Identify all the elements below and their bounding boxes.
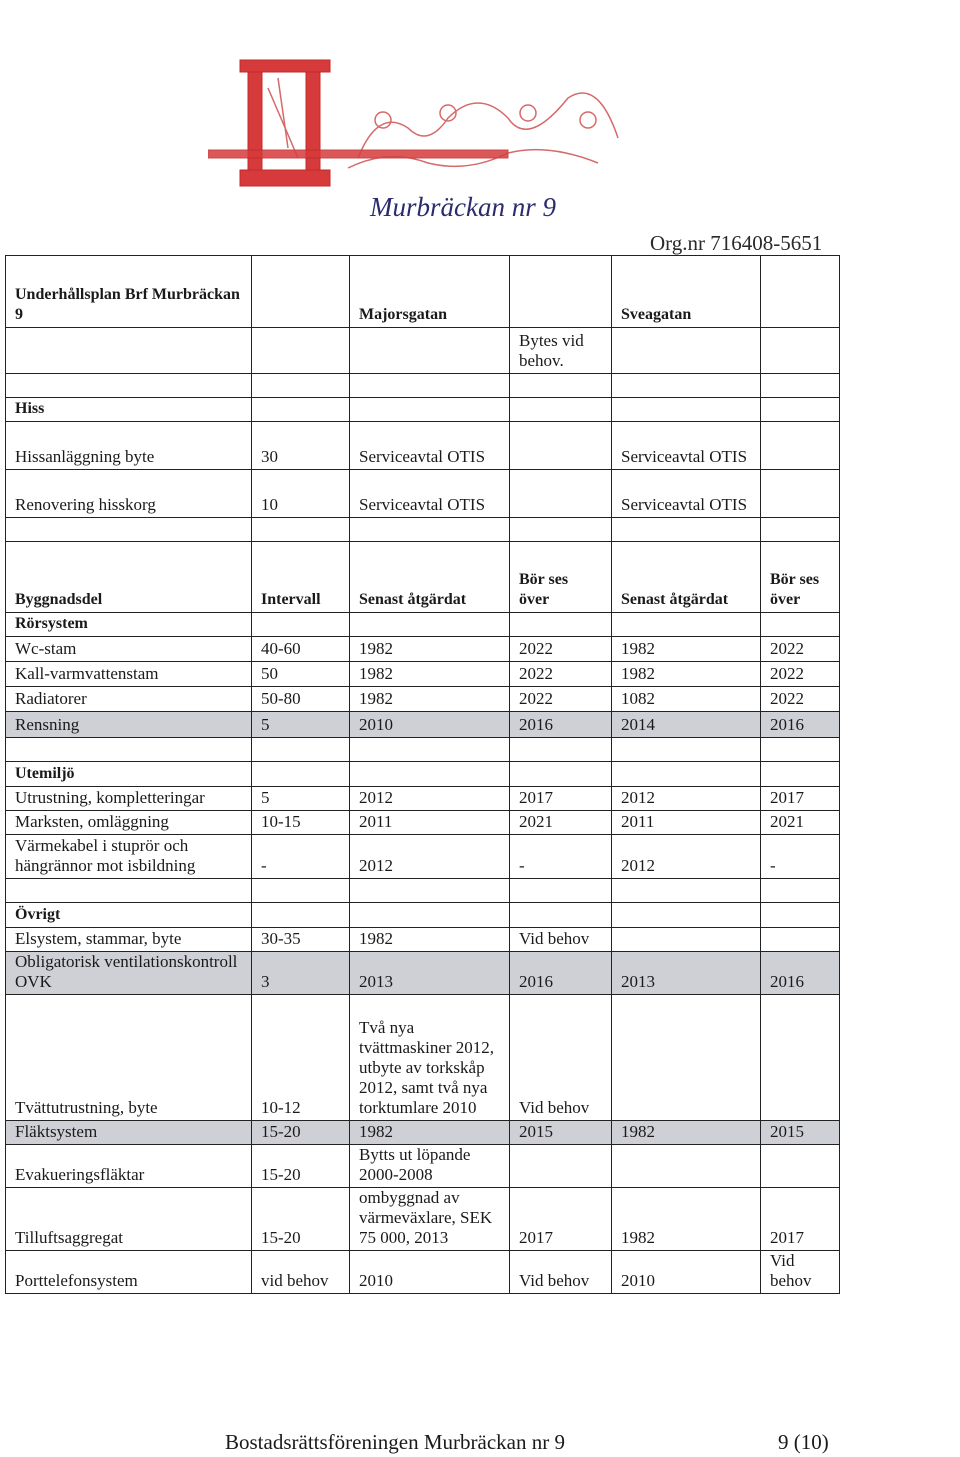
col-senast-svea: Senast åtgärdat [612,542,761,613]
section-hiss: Hiss [6,398,252,422]
table-row: Utrustning, kompletteringar 5 2012 2017 2012 2017 [6,787,840,811]
logo-base [240,170,330,186]
header-majorsgatan: Majorsgatan [350,256,510,328]
section-row [6,613,840,637]
col-bor-ses-svea: Bör ses över [761,542,840,613]
table-row: Wc-stam 40-60 1982 2022 1982 2022 [6,637,840,662]
note-cell: Bytes vid behov. [510,328,612,374]
maintenance-plan-table [5,255,840,1294]
table-row-highlighted: Fläktsystem 15-20 1982 2015 1982 2015 [6,1121,840,1145]
logo-name: Murbräckan nr 9 [370,192,556,222]
section-ovrigt: Övrigt [6,903,252,928]
table-row: Marksten, omläggning 10-15 2011 2021 2011 2021 [6,811,840,835]
section-row [6,398,840,422]
table-row: Tilluftsaggregat 15-20 ombyggnad av värmeväxlare, SEK 75 000, 2013 2017 1982 2017 [6,1188,840,1251]
table-row: Kall-varmvattenstam 50 1982 2022 1982 2022 [6,662,840,687]
col-byggnadsdel: Byggnadsdel [6,542,252,613]
section-utemiljo: Utemiljö [6,762,252,787]
col-bor-ses-majors: Bör ses över [510,542,612,613]
association-logo [208,58,628,193]
table-row: Tvättutrustning, byte 10-12 Två nya tvättmaskiner 2012, utbyte av torkskåp 2012, samt två nya torktumlare 2010 Vid behov [6,995,840,1121]
table-row: Elsystem, stammar, byte 30-35 1982 Vid behov [6,928,840,952]
section-row [6,762,840,787]
table-title: Underhållsplan Brf Murbräckan 9 [6,256,252,328]
header-sveagatan: Sveagatan [612,256,761,328]
table-row: Porttelefonsystem vid behov 2010 Vid behov 2010 Vid behov [6,1251,840,1294]
col-senast-majors: Senast åtgärdat [350,542,510,613]
page-number: 9 (10) [778,1430,829,1454]
table-row: Renovering hisskorg 10 Serviceavtal OTIS Serviceavtal OTIS [6,470,840,518]
table-row [6,328,840,374]
org-number: Org.nr 716408-5651 [650,231,823,255]
section-row [6,903,840,928]
table-row-highlighted: Rensning 5 2010 2016 2014 2016 [6,712,840,738]
column-header-row [6,542,840,613]
table-row: Hissanläggning byte 30 Serviceavtal OTIS Serviceavtal OTIS [6,422,840,470]
logo-post-right [306,66,320,186]
table-header-row [6,256,840,328]
section-rorsystem: Rörsystem [6,613,252,637]
table-row: Evakueringsfläktar 15-20 Bytts ut löpande 2000-2008 [6,1145,840,1188]
table-row-highlighted: Obligatorisk ventilationskontroll OVK 3 2013 2016 2013 2016 [6,952,840,995]
table-row: Radiatorer 50-80 1982 2022 1082 2022 [6,687,840,712]
table-row: Värmekabel i stuprör och hängrännor mot isbildning - 2012 - 2012 - [6,835,840,879]
logo-post-left [248,66,262,186]
logo-beam-top [240,60,330,72]
col-intervall: Intervall [252,542,350,613]
footer-association-name: Bostadsrättsföreningen Murbräckan nr 9 [225,1430,565,1454]
